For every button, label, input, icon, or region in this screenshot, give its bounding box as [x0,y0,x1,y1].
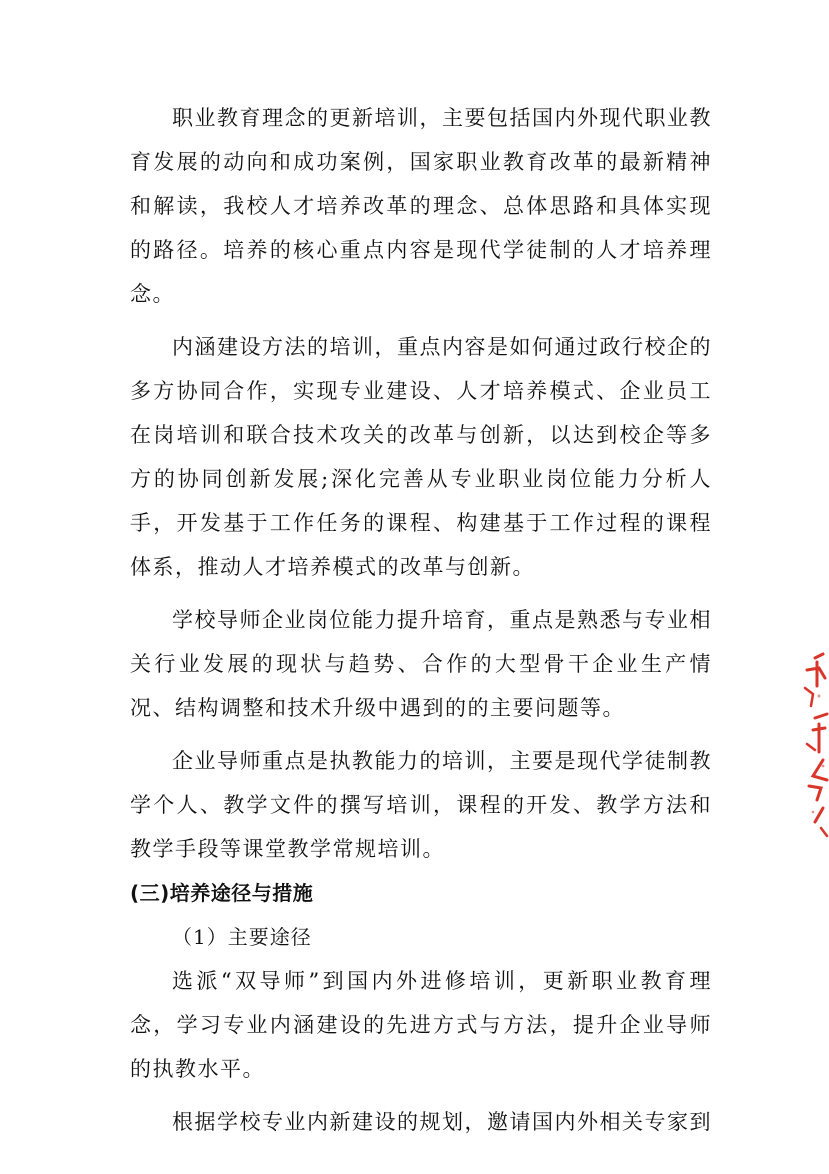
seal-fragment-graphic [793,648,829,843]
paragraph-enterprise-mentor-training: 企业导师重点是执教能力的培训，主要是现代学徒制教学个人、教学文件的撰写培训，课程的开发、教学方法和教学手段等课堂教学常规培训。 [130,749,712,861]
paragraph-dual-mentor: 选派“双导师”到国内外进修培训，更新职业教育理念，学习专业内涵建设的先进方式与方法，提升企业导师的执教水平。 [130,969,712,1081]
paragraph-expert-invitation: 根据学校专业内新建设的规划，邀请国内外相关专家到 [172,1110,712,1134]
paragraph-connotation-training: 内涵建设方法的培训，重点内容是如何通过政行校企的多方协同合作，实现专业建设、人才培养模式、企业员工在岗培训和联合技术攻关的改革与创新，以达到校企等多方的协同创新发展;深化完善从专业职业岗位能力分析人手，开发基于工作任务的课程、构建基于工作过程的课程体系，推动人才培养模式的改革与创新。 [130,335,712,579]
subsection-heading: （1）主要途径 [172,925,312,949]
red-seal-stamp-fragment [793,648,829,843]
document-body [130,96,712,1144]
section-heading: (三)培养途径与措施 [130,881,314,905]
paragraph-concept-training: 职业教育理念的更新培训，主要包括国内外现代职业教育发展的动向和成功案例，国家职业教育改革的最新精神和解读，我校人才培养改革的理念、总体思路和具体实现的路径。培养的核心重点内容是现代学徒制的人才培养理念。 [130,106,712,306]
paragraph-school-mentor-training: 学校导师企业岗位能力提升培育，重点是熟悉与专业相关行业发展的现状与趋势、合作的大型骨干企业生产情况、结构调整和技术升级中遇到的的主要问题等。 [130,608,712,720]
